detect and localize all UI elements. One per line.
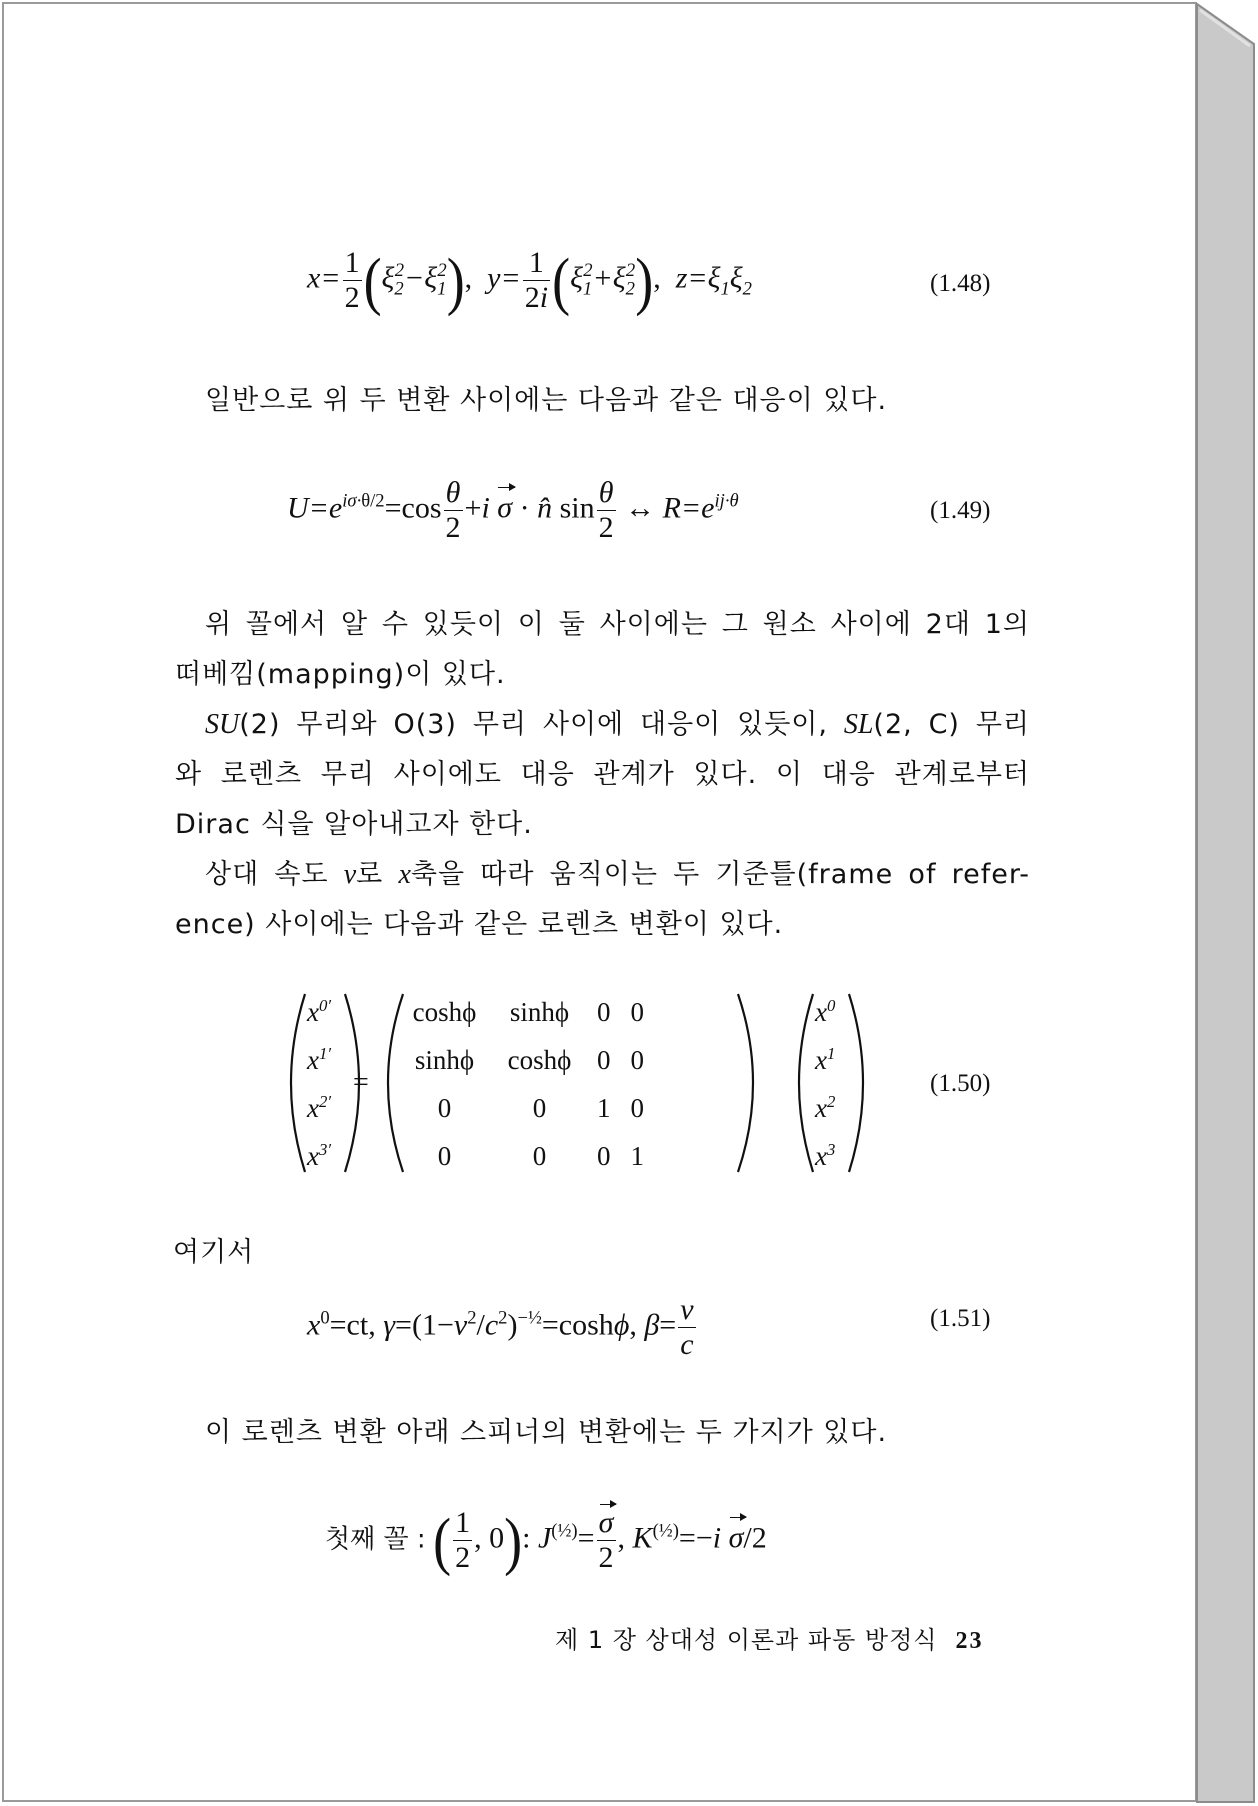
- matrix-cell: 0: [597, 1044, 611, 1075]
- matrix-cell: 0: [597, 996, 611, 1027]
- matrix-cell: 0: [532, 1140, 547, 1171]
- matrix-cell: 0: [597, 1140, 611, 1171]
- svg-text:=: =: [353, 1067, 369, 1098]
- page-number: 23: [955, 1628, 984, 1654]
- equation-number: (1.49): [930, 497, 991, 524]
- matrix-cell: sinhϕ: [414, 1044, 475, 1075]
- matrix-row: [397, 1036, 654, 1084]
- first-form-equation: 첫째 꼴 : ( $\frac{1}{2}$ , 0): $J^{(\frac{1}{2})}=$ $\frac{\sigma}{2}$ , $K^{(\frac{1}{2})}=-i$ σ/2: [325, 1504, 767, 1577]
- equation-number: (1.48): [930, 270, 991, 297]
- equation-1-48: x= $\frac{1}{2}$ $(\xi_2^2-\xi_1^2)$, y= $\frac{1}{2i}$ $(\xi_1^2+\xi_2^2)$, $z=\xi_1\xi_2$: [307, 244, 752, 317]
- paragraph: 여기서: [173, 1237, 255, 1268]
- matrix-cell: 0: [437, 1140, 452, 1171]
- paragraph: 상대 속도 v로 x축을 따라 움직이는 두 기준틀(frame of refer- ence) 사이에는 다음과 같은 로렌츠 변환이 있다.: [175, 859, 1030, 940]
- matrix-cell: 0: [630, 1044, 644, 1075]
- equation-1-51: $x^0=ct$, $\gamma=(1-v^2/c^2)^{-\frac{1}{2}}=\cosh\phi$, β= $\frac{v}{c}$: [307, 1293, 694, 1361]
- matrix-cell: 0: [630, 1092, 644, 1123]
- matrix-row: [397, 1084, 654, 1132]
- matrix-cell: sinhϕ: [509, 996, 570, 1027]
- equation-number: (1.51): [930, 1305, 991, 1332]
- chapter-title: 제 1 장 상대성 이론과 파동 방정식: [555, 1626, 938, 1654]
- page-footer: [555, 1620, 983, 1655]
- matrix-cell: coshϕ: [507, 1044, 572, 1075]
- matrix-cell: 1: [597, 1092, 611, 1123]
- equation-1-49: $U=e^{i\sigma\cdot\theta/2}=\cos$ $\frac{\theta}{2}$ +i σ · n̂ sin $\frac{\theta}{2}$ ↔ $R=e^{ij\cdot\theta}$: [287, 476, 739, 544]
- paragraph: SU(2) 무리와 O(3) 무리 사이에 대응이 있듯이, SL(2, C) 무리 와 로렌츠 무리 사이에도 대응 관계가 있다. 이 대응 관계로부터 Dirac 식을 알아내고자 한다.: [175, 709, 1030, 840]
- page-content: [175, 0, 1030, 1806]
- matrix-cell: coshϕ: [412, 996, 477, 1027]
- equation-number: (1.50): [930, 1070, 991, 1097]
- matrix-row: [397, 988, 654, 1036]
- vector-unprimed: $x^0$ $x^1$ $x^2$ $x^3$: [815, 995, 836, 1171]
- matrix-row: [397, 1132, 654, 1180]
- vector-primed: $x^{0'}$ $x^{1'}$ $x^{2'}$ $x^{3'}$: [307, 995, 332, 1171]
- matrix-cell: 1: [630, 1140, 644, 1171]
- matrix-cell: 0: [630, 996, 644, 1027]
- paragraph: 위 꼴에서 알 수 있듯이 이 둘 사이에는 그 원소 사이에 2대 1의 떠베낌(mapping)이 있다.: [175, 609, 1030, 690]
- lorentz-matrix: [397, 988, 654, 1180]
- matrix-cell: 0: [532, 1092, 547, 1123]
- paragraph: 이 로렌츠 변환 아래 스피너의 변환에는 두 가지가 있다.: [205, 1417, 888, 1448]
- matrix-cell: 0: [437, 1092, 452, 1123]
- paragraph: 일반으로 위 두 변환 사이에는 다음과 같은 대응이 있다.: [205, 385, 888, 416]
